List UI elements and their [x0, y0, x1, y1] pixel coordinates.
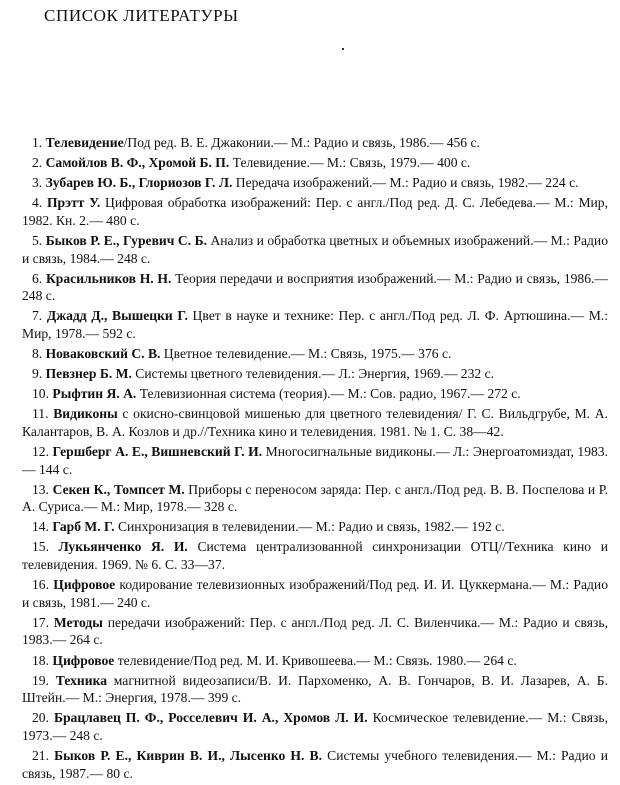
- reference-item: [22, 365, 608, 383]
- reference-item: [22, 345, 608, 363]
- reference-number: 18.: [32, 652, 49, 668]
- reference-item: [22, 481, 608, 516]
- reference-item: [22, 385, 608, 403]
- reference-text: Телевизионная система (теория).— М.: Сов. радио, 1967.— 272 с.: [136, 386, 521, 402]
- reference-number: 8.: [32, 346, 43, 362]
- reference-text: магнитной видеозаписи/В. И. Пархоменко, А. В. Гончаров, В. И. Лазарев, А. Б. Штейн.— М.: Энергия, 1978.— 399 с.: [22, 672, 608, 706]
- reference-text: /Под ред. В. Е. Джаконии.— М.: Радио и связь, 1986.— 456 с.: [123, 135, 480, 150]
- reference-authors: Техника: [55, 672, 107, 688]
- reference-authors: Секен К., Томпсет М.: [52, 481, 185, 497]
- reference-number: 12.: [32, 444, 49, 459]
- reference-authors: Брацлавец П. Ф., Росселевич И. А., Хромов Л. И.: [54, 710, 368, 726]
- reference-number: 19.: [32, 672, 49, 688]
- reference-text: Цвет в науке и технике: Пер. с англ./Под ред. Л. Ф. Артюшина.— М.: Мир, 1978.— 592 с.: [22, 308, 608, 341]
- reference-authors: Гершберг А. Е., Вишневский Г. И.: [52, 444, 263, 459]
- reference-authors: Гарб М. Г.: [52, 519, 115, 535]
- reference-number: 20.: [32, 710, 49, 726]
- reference-item: [22, 270, 608, 305]
- reference-number: 10.: [32, 386, 49, 402]
- reference-text: Системы учебного телевидения.— М.: Радио и связь, 1987.— 80 с.: [22, 748, 608, 781]
- reference-authors: Зубарев Ю. Б., Глориозов Г. Л.: [45, 175, 233, 191]
- reference-text: кодирование телевизионных изображений/Под ред. И. И. Цуккермана.— М.: Радио и связь, 1981.— 240 с.: [22, 577, 608, 610]
- reference-item: [22, 443, 608, 478]
- reference-item: [22, 405, 608, 440]
- reference-authors: Цифровое: [53, 577, 116, 593]
- reference-authors: Быков Р. Е., Гуревич С. Б.: [45, 232, 207, 248]
- reference-number: 11.: [32, 406, 49, 422]
- reference-number: 1.: [32, 135, 43, 150]
- reference-authors: Прэтт У.: [46, 195, 101, 211]
- reference-text: с окисно-свинцовой мишенью для цветного телевидения/ Г. С. Вильдгрубе, М. А. Калантаров, В. А. Козлов и др.//Техника кино и телевидения. 1981. № 1. С. 38—42.: [22, 406, 608, 439]
- reference-text: Космическое телевидение.— М.: Связь, 1973.— 248 с.: [22, 710, 608, 743]
- reference-item: [22, 134, 608, 152]
- reference-item: [22, 747, 608, 782]
- reference-authors: Лукьянченко Я. И.: [58, 539, 188, 555]
- reference-authors: Рыфтин Я. А.: [52, 386, 137, 402]
- reference-item: [22, 307, 608, 342]
- page-speck: [342, 48, 344, 50]
- reference-item: [22, 194, 608, 229]
- reference-text: Передача изображений.— М.: Радио и связь, 1982.— 224 с.: [232, 175, 579, 191]
- reference-number: 5.: [32, 232, 43, 248]
- reference-item: [22, 518, 608, 536]
- reference-authors: Новаковский С. В.: [45, 346, 161, 362]
- reference-text: Анализ и обработка цветных и объемных изображений.— М.: Радио и связь, 1984.— 248 с.: [22, 232, 609, 266]
- reference-text: Теория передачи и восприятия изображений.— М.: Радио и связь, 1986.— 248 с.: [22, 270, 608, 304]
- reference-text: телевидение/Под ред. М. И. Кривошеева.— М.: Связь. 1980.— 264 с.: [114, 652, 517, 668]
- reference-authors: Быков Р. Е., Киврин В. И., Лысенко Н. В.: [54, 748, 323, 763]
- reference-text: Синхронизация в телевидении.— М.: Радио и связь, 1982.— 192 с.: [114, 519, 505, 535]
- reference-number: 6.: [32, 270, 43, 286]
- reference-item: [22, 614, 608, 649]
- reference-text: Системы цветного телевидения.— Л.: Энергия, 1969.— 232 с.: [131, 366, 495, 382]
- reference-item: [22, 709, 608, 744]
- reference-text: Цветное телевидение.— М.: Связь, 1975.— 376 с.: [160, 346, 452, 362]
- reference-text: Телевидение.— М.: Связь, 1979.— 400 с.: [229, 155, 471, 171]
- reference-number: 2.: [32, 155, 43, 171]
- reference-text: Система централизованной синхронизации ОТЦ//Техника кино и телевидения. 1969. № 6. С. 33—37.: [22, 539, 608, 573]
- reference-number: 13.: [32, 481, 49, 497]
- reference-text: Приборы с переносом заряда: Пер. с англ./Под ред. В. В. Поспелова и Р. А. Суриса.— М.: Мир, 1978.— 328 с.: [22, 481, 608, 515]
- reference-number: 16.: [32, 577, 49, 593]
- reference-item: [22, 232, 608, 267]
- reference-authors: Цифровое: [52, 652, 115, 668]
- reference-list: [22, 134, 608, 785]
- reference-authors: Методы: [53, 614, 103, 630]
- reference-number: 17.: [32, 614, 49, 630]
- reference-authors: Певзнер Б. М.: [45, 366, 132, 382]
- reference-text: передачи изображений: Пер. с англ./Под ред. Л. С. Виленчика.— М.: Радио и связь, 1983.— 264 с.: [22, 614, 608, 648]
- reference-item: [22, 174, 608, 192]
- reference-authors: Самойлов В. Ф., Хромой Б. П.: [45, 155, 230, 171]
- reference-item: [22, 672, 608, 707]
- page-title: СПИСОК ЛИТЕРАТУРЫ: [44, 6, 239, 25]
- reference-number: 7.: [32, 308, 43, 324]
- reference-number: 3.: [32, 175, 43, 191]
- reference-number: 15.: [32, 539, 49, 555]
- reference-item: [22, 538, 608, 573]
- reference-authors: Красильников Н. Н.: [45, 270, 172, 286]
- reference-text: Цифровая обработка изображений: Пер. с англ./Под ред. Д. С. Лебедева.— М.: Мир, 1982. Кн. 2.— 480 с.: [22, 195, 609, 228]
- reference-number: 14.: [32, 519, 49, 535]
- reference-authors: Джадд Д., Вышецки Г.: [46, 308, 188, 324]
- reference-item: [22, 652, 608, 670]
- reference-authors: Видиконы: [53, 406, 118, 422]
- reference-item: [22, 576, 608, 611]
- reference-number: 9.: [32, 366, 43, 382]
- reference-authors: Телевидение: [45, 135, 124, 150]
- reference-text: Многосигнальные видиконы.— Л.: Энергоатомиздат, 1983.— 144 с.: [22, 444, 608, 477]
- reference-number: 4.: [32, 195, 43, 211]
- reference-number: 21.: [32, 748, 49, 763]
- reference-item: [22, 154, 608, 172]
